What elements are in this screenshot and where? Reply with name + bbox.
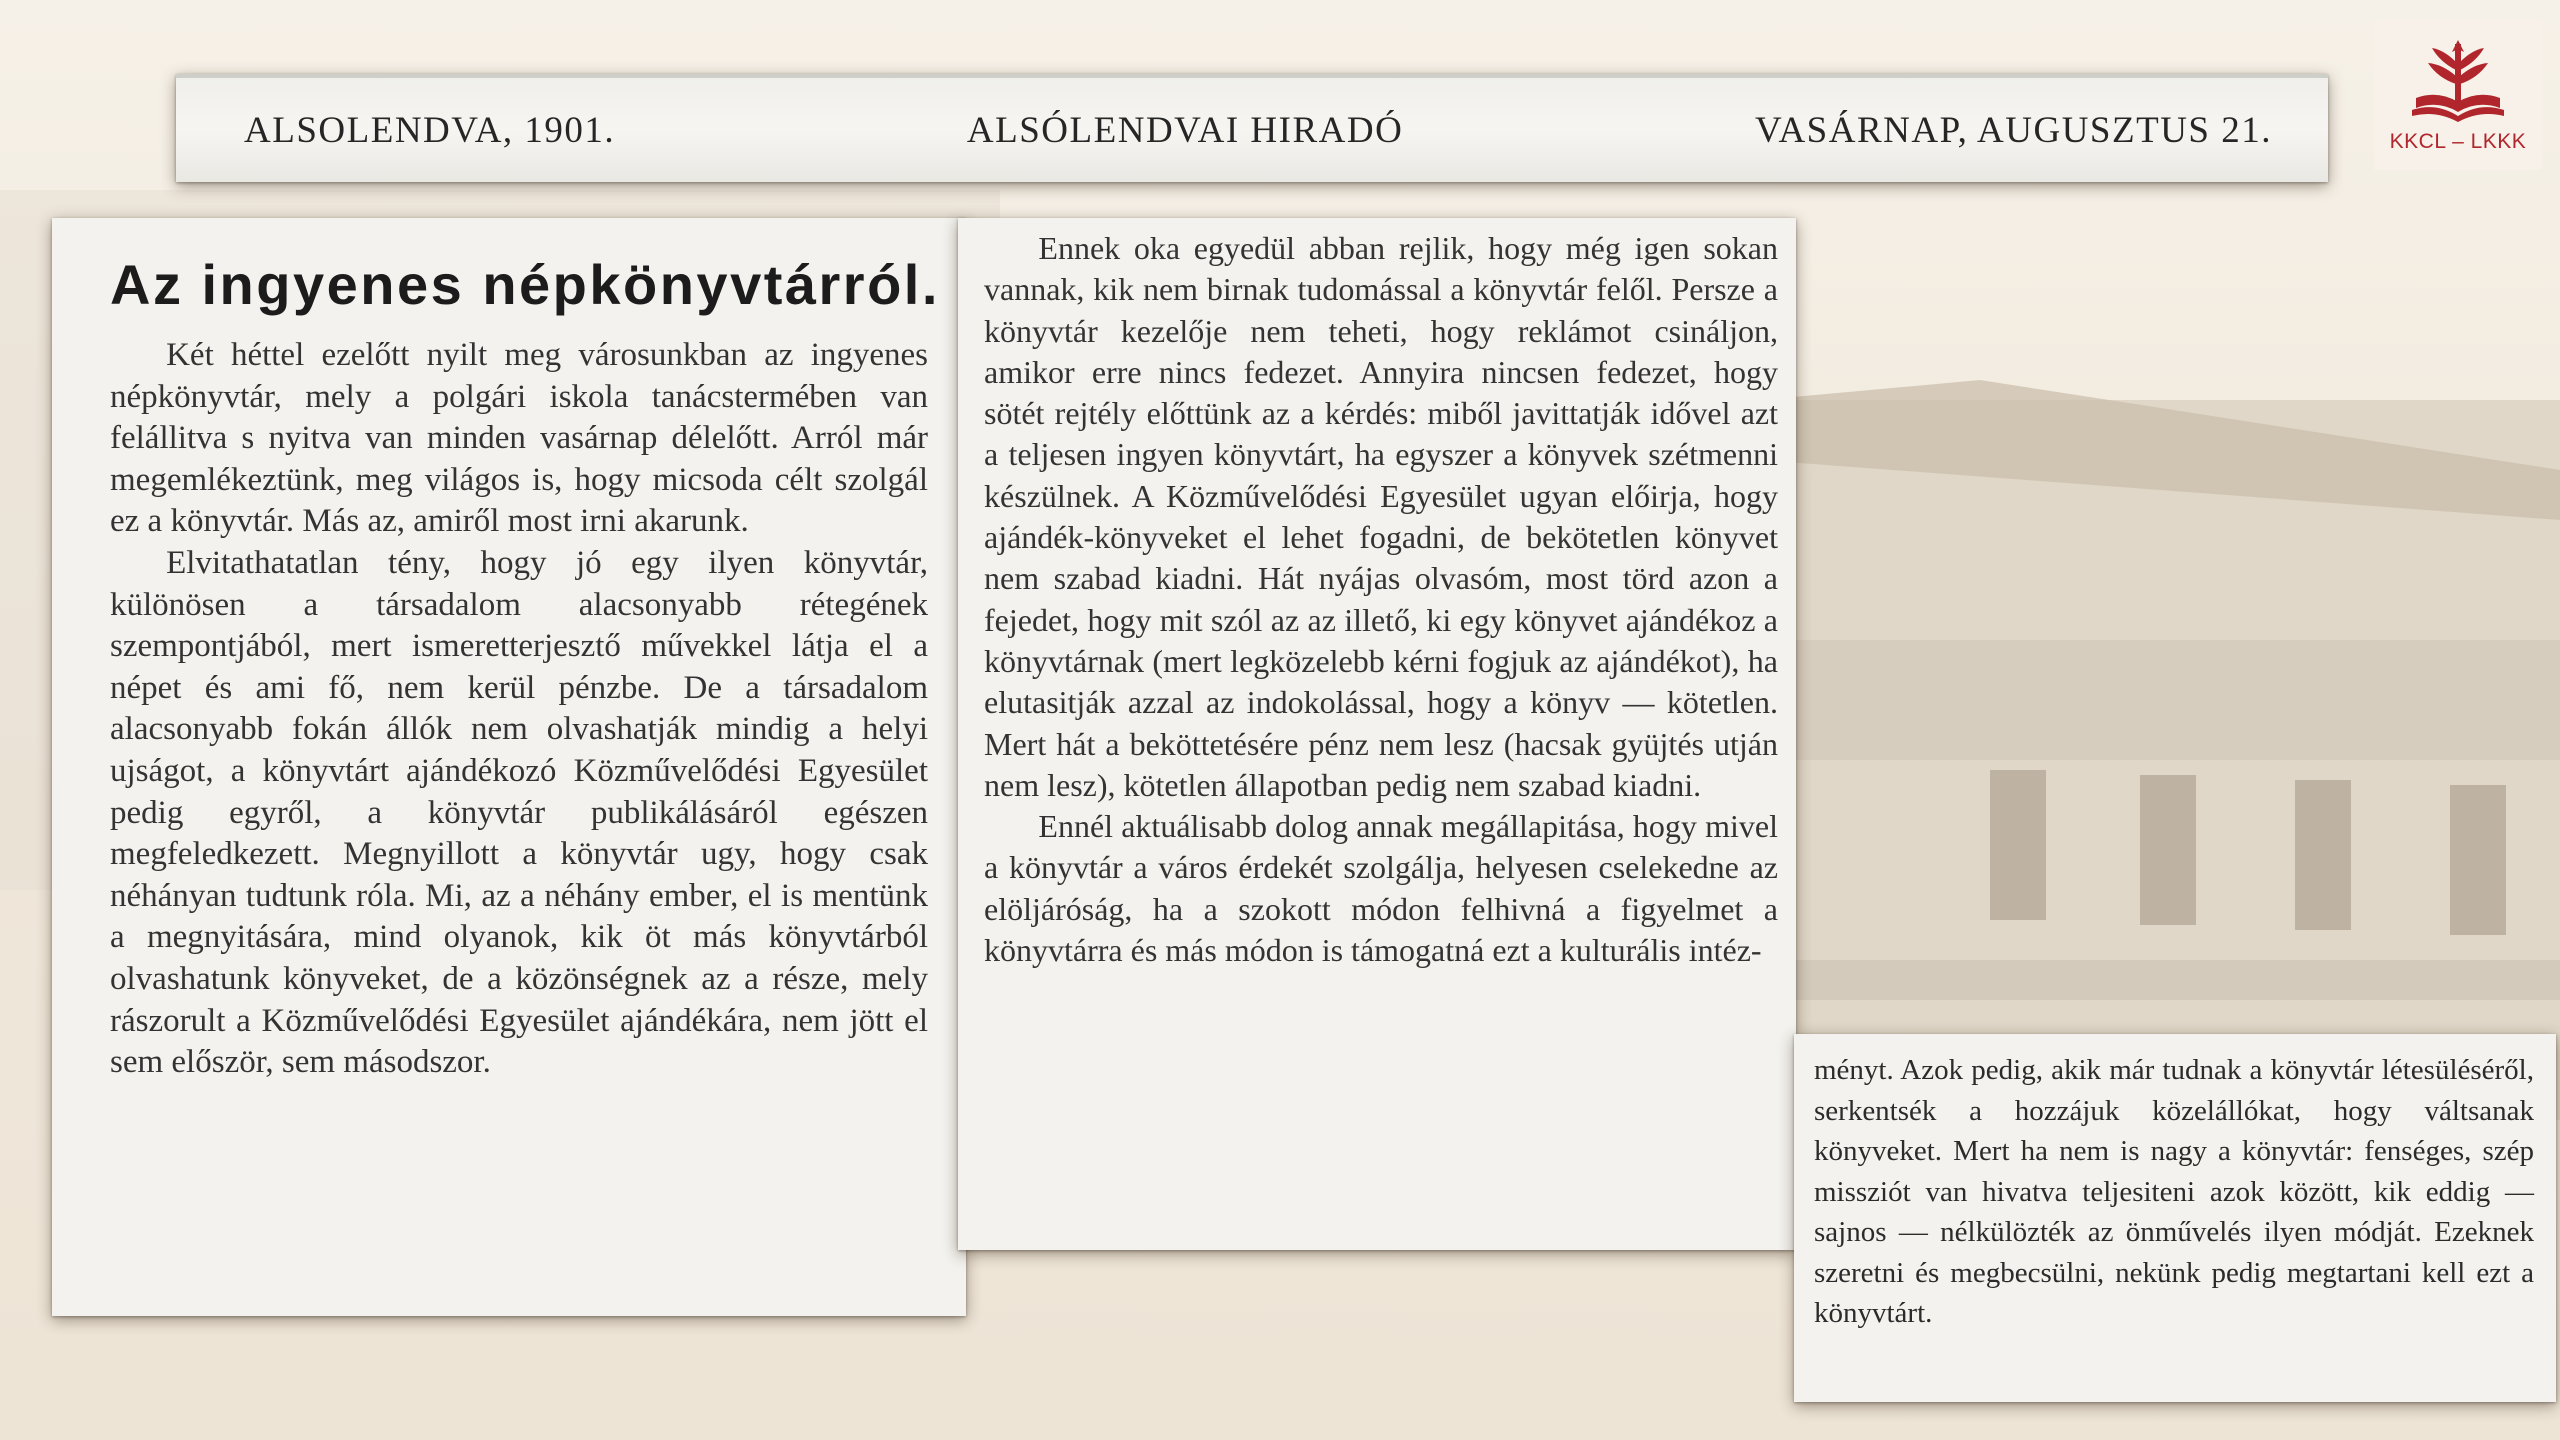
logo-text: KKCL – LKKK [2389,130,2527,153]
article-headline: Az ingyenes népkönyvtárról. [110,253,940,316]
article-clipping-column-3 [1794,1034,2556,1402]
article-paragraph: Ennél aktuálisabb dolog annak megállapitása, hogy mivel a könyvtár a város érdekét szolgálja, helyesen cselekedne az elöljáróság, ha a szokott módon felhivná a figyelmet a könyvtárra és más módon is támogatná ezt a kulturális intéz- [984,808,1778,969]
article-paragraph: Két héttel ezelőtt nyilt meg városunkban az ingyenes népkönyvtár, mely a polgári iskola tanácstermében van felállitva s nyitva van minden vasárnap délelőtt. Arról már megemlékeztünk, meg világos is, hogy micsoda célt szolgál ez a könyvtár. Más az, amiről most irni akarunk. [110,337,928,540]
masthead-place-year: ALSOLENDVA, 1901. [244,109,616,151]
article-paragraph: ményt. Azok pedig, akik már tudnak a könyvtár létesüléséről, serkentsék a hozzájuk közelállókat, hogy váltsanak könyveket. Mert ha nem is nagy a könyvtár: fenséges, szép missziót van hivatva teljesiteni azok között, kik eddig — sajnos — nélkülözték az önművelés ilyen módját. Ezeknek szeretni és megbecsülni, nekünk pedig megtartani kell ezt a könyvtárt. [1814,1054,2534,1329]
article-paragraph: Elvitathatatlan tény, hogy jó egy ilyen könyvtár, különösen a társadalom alacsonyabb rétegének szempontjából, mert ismeretterjesztő művekkel látja el a népet és ami fő, nem kerül pénzbe. De a társadalom alacsonyabb fokán állók nem olvashatják mindig a helyi ujságot, a könyvtárt ajándékozó Közművelődési Egyesület pedig egyről, a könyvtár publikálásáról egészen megfeledkezett. Megnyillott a könyvtár ugy, hogy csak néhányan tudtunk róla. Mi, az a néhány ember, el is mentünk a megnyitására, mind olyanok, kik öt más könyvtárból olvashatunk könyveket, de a közönségnek az a része, mely rászorult a Közművelődési Egyesület ajándékára, nem jött el sem először, sem másodszor. [110,544,928,1081]
masthead-newspaper-title: ALSÓLENDVAI HIRADÓ [966,109,1404,151]
article-clipping-column-1 [52,218,966,1316]
open-book-wheat-icon [2408,36,2508,128]
newspaper-masthead [176,74,2328,182]
masthead-date: VASÁRNAP, AUGUSZTUS 21. [1755,109,2272,151]
library-logo [2374,20,2542,170]
article-clipping-column-2 [958,218,1796,1250]
article-paragraph: Ennek oka egyedül abban rejlik, hogy még igen sokan vannak, kik nem birnak tudomással a könyvtár felől. Persze a könyvtár kezelője nem teheti, hogy reklámot csináljon, amikor erre nincs fedezet. Annyira nincsen fedezet, hogy sötét rejtély előttünk az a kérdés: miből javittatják idővel azt a teljesen ingyen könyvtárt, ha egyszer a könyvek szétmenni készülnek. A Közművelődési Egyesület ugyan előirja, hogy ajándék-könyveket el lehet fogadni, de bekötetlen könyvet nem szabad kiadni. Hát nyájas olvasóm, most törd azon a fejedet, hogy mit szól az az illető, ki egy könyvet ajándékoz a könyvtárnak (mert legközelebb kérni fogjuk az ajándékot), ha elutasitják azzal az indokolással, hogy a könyv — kötetlen. Mert hát a beköttetésére pénz nem lesz (hacsak gyüjtés utján nem lesz), kötetlen állapotban pedig nem szabad kiadni. [984,230,1778,803]
